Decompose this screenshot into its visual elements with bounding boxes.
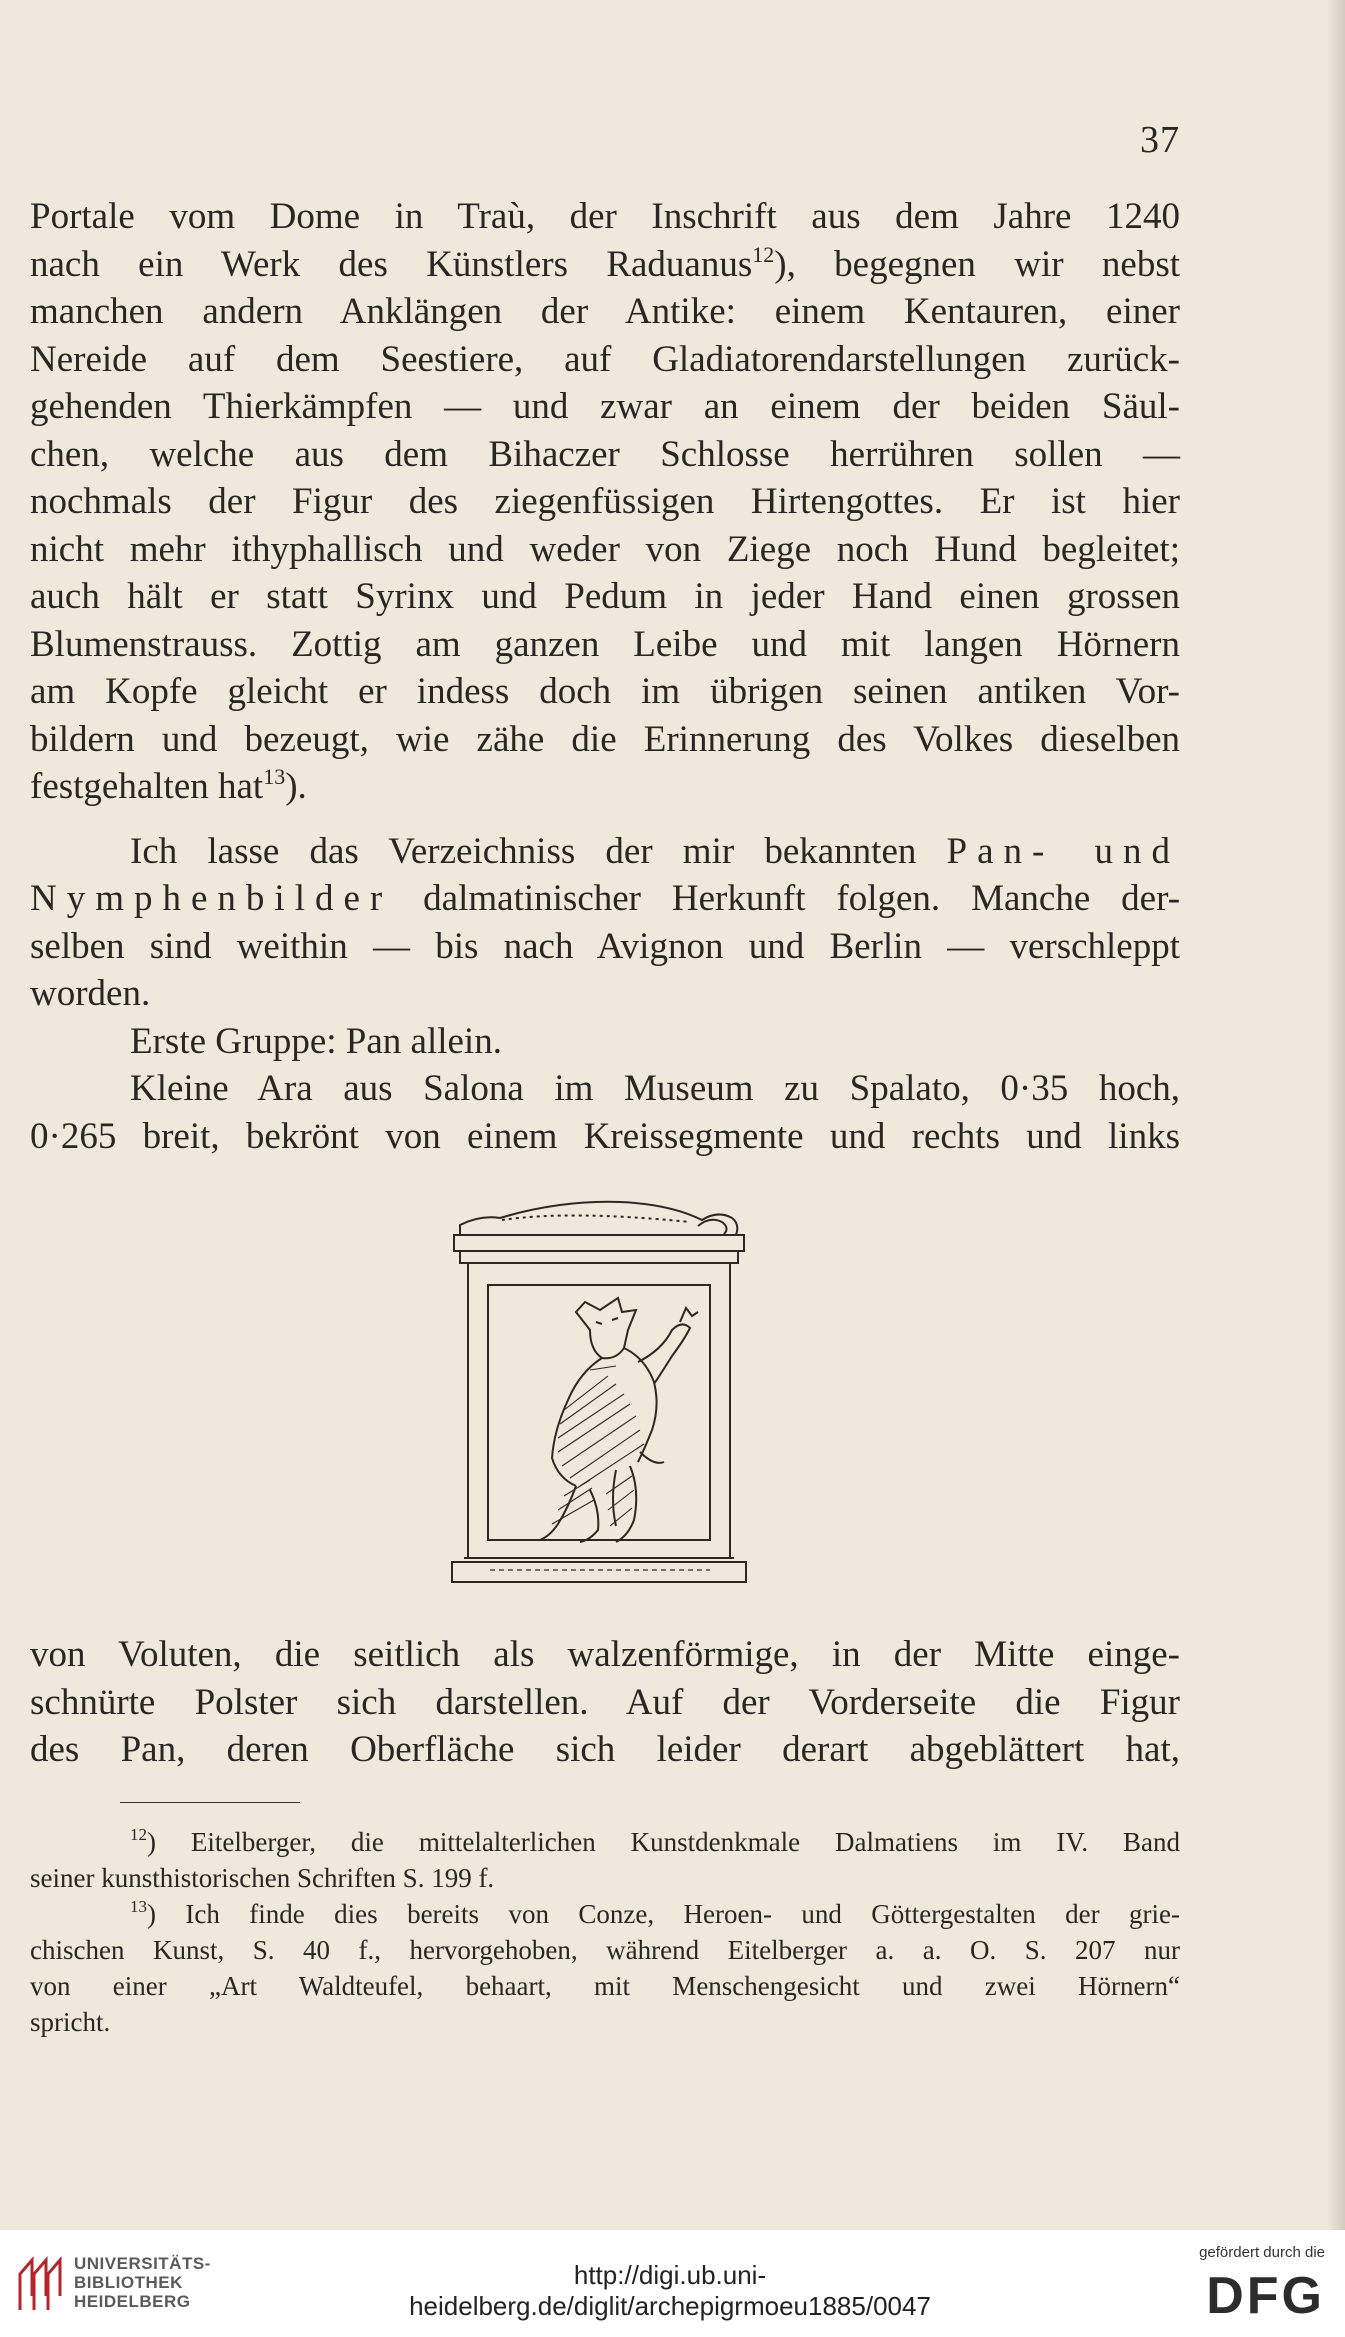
- text-line: von Voluten, die seitlich als walzenförmige, in der Mitte einge-: [30, 1634, 1180, 1675]
- text-line: Blumenstrauss. Zottig am ganzen Leibe und mit langen Hörnern: [30, 623, 1180, 665]
- footnote-12: $^{12}$) Eitelberger, die mittelalterlichen Kunstdenkmale Dalmatiens im IV. Band: [130, 1825, 1180, 1857]
- text-line: manchen andern Anklängen der Antike: einem Kentauren, einer: [30, 291, 1180, 332]
- university-name: UNIVERSITÄTS- BIBLIOTHEK HEIDELBERG: [74, 2254, 211, 2311]
- altar-drawing: [440, 1190, 770, 1610]
- footnote-line: seiner kunsthistorischen Schriften S. 199 f.: [30, 1863, 495, 1893]
- text-line: nach ein Werk des Künstlers Raduanus$^{12}$), begegnen wir nebst: [30, 241, 1180, 285]
- footnote-rule: [120, 1802, 300, 1803]
- text-line: gehenden Thierkämpfen — und zwar an einem der beiden Säul-: [30, 386, 1180, 427]
- page-number: 37: [1140, 119, 1180, 161]
- text-line: nicht mehr ithyphallisch und weder von Ziege noch Hund begleitet;: [30, 528, 1180, 570]
- spaced-emphasis: Nymphenbilder: [30, 878, 393, 919]
- text-line: des Pan, deren Oberfläche sich leider derart abgeblättert hat,: [30, 1729, 1180, 1770]
- funded-by-label: gefördert durch die: [1199, 2244, 1325, 2261]
- text-line: schnürte Polster sich darstellen. Auf der Vorderseite die Figur: [30, 1681, 1180, 1723]
- text-line: am Kopfe gleicht er indess doch im übrigen seinen antiken Vor-: [30, 671, 1180, 712]
- text-line: nochmals der Figur des ziegenfüssigen Hirtengottes. Er ist hier: [30, 481, 1180, 522]
- text-line: Nereide auf dem Seestiere, auf Gladiatorendarstellungen zurück-: [30, 338, 1180, 380]
- text-line: festgehalten hat$^{13}$).: [30, 764, 307, 807]
- university-logo-icon: [14, 2252, 64, 2316]
- footnote-13: $^{13}$) Ich finde dies bereits von Conze, Heroen- und Göttergestalten der grie-: [130, 1897, 1180, 1929]
- text-line: 0·265 breit, bekrönt von einem Kreissegmente und rechts und links: [30, 1115, 1180, 1157]
- body-text-bottom: [30, 1631, 1180, 1774]
- source-url-link[interactable]: http://digi.ub.uni-heidelberg.de/diglit/archepigrmoeu1885/0047: [409, 2260, 931, 2321]
- text-line: auch hält er statt Syrinx und Pedum in jeder Hand einen grossen: [30, 576, 1180, 617]
- spaced-emphasis: Pan- und: [946, 830, 1181, 872]
- text-line: Portale vom Dome in Traù, der Inschrift aus dem Jahre 1240: [30, 196, 1180, 237]
- footer-bar: [0, 2230, 1345, 2337]
- text-line: Kleine Ara aus Salona im Museum zu Spalato, 0·35 hoch,: [130, 1068, 1180, 1109]
- footnote-line: chischen Kunst, S. 40 f., hervorgehoben, während Eitelberger a. a. O. S. 207 nur: [30, 1935, 1180, 1965]
- altar-relief-figure: [440, 1190, 770, 1610]
- text-line: bildern und bezeugt, wie zähe die Erinnerung des Volkes dieselben: [30, 718, 1180, 760]
- body-text-top: [30, 193, 1180, 1160]
- text-line: Ich lasse das Verzeichniss der mir bekannten Pan- und: [130, 830, 1181, 872]
- text-line: chen, welche aus dem Bihaczer Schlosse herrühren sollen —: [30, 433, 1180, 475]
- text-line: worden.: [30, 973, 151, 1014]
- footnote-ref: 13: [263, 764, 286, 789]
- text-line: selben sind weithin — bis nach Avignon und Berlin — verschleppt: [30, 925, 1180, 967]
- footnote-line: spricht.: [30, 2007, 111, 2037]
- text-line: Nymphenbilder dalmatinischer Herkunft folgen. Manche der-: [30, 878, 1181, 919]
- footnote-ref: 12: [752, 241, 775, 267]
- footnote-line: von einer „Art Waldteufel, behaart, mit Menschengesicht und zwei Hörnern“: [30, 1971, 1180, 2001]
- dfg-logo: DFG: [1206, 2267, 1325, 2325]
- footnotes: [30, 1824, 1180, 2040]
- group-heading: Erste Gruppe: Pan allein.: [130, 1020, 502, 1062]
